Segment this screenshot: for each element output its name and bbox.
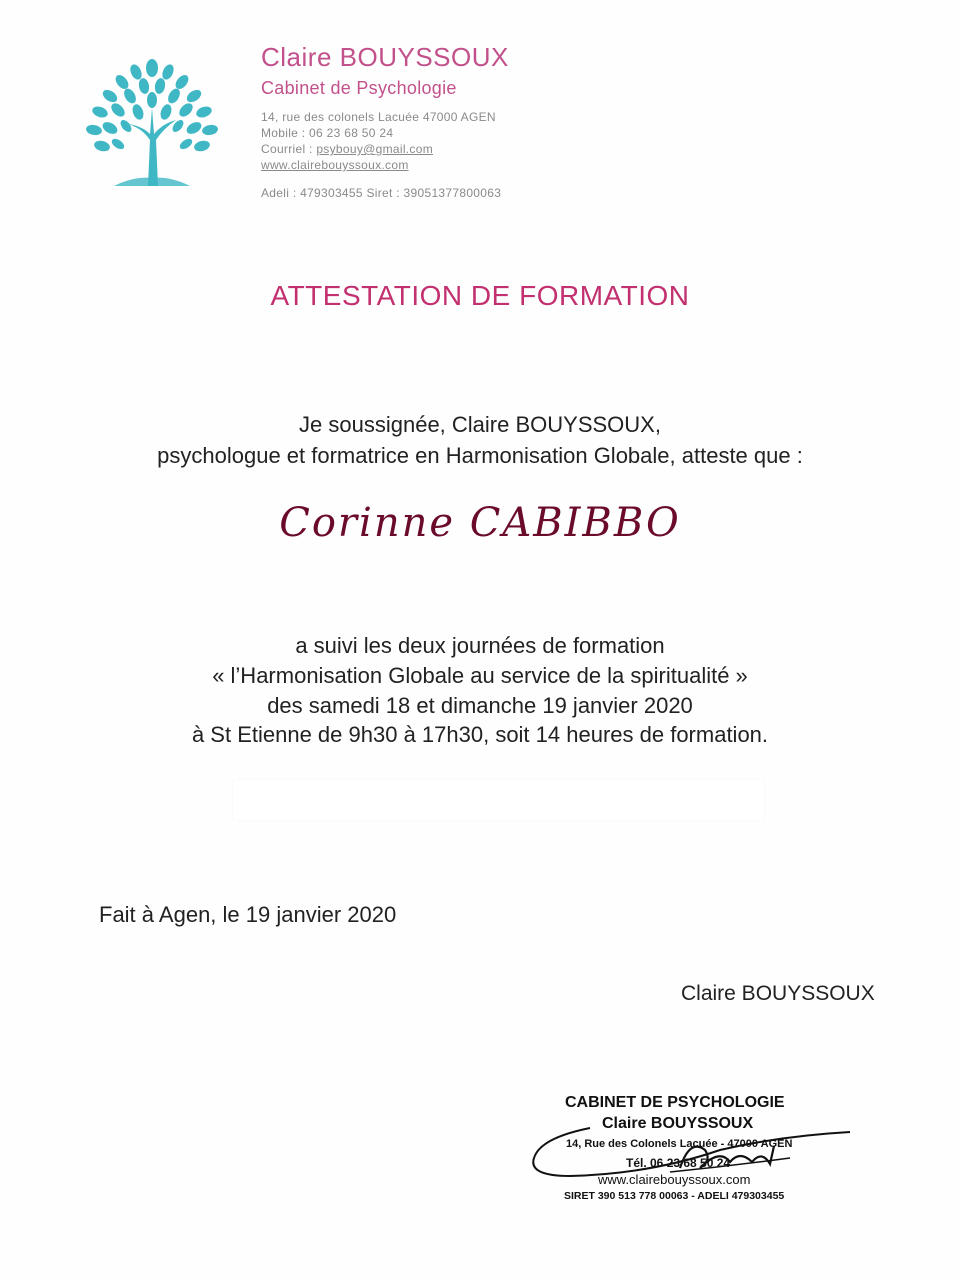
- header-subtitle: Cabinet de Psychologie: [261, 78, 457, 98]
- header-email-label: Courriel :: [261, 142, 317, 156]
- header-address: 14, rue des colonels Lacuée 47000 AGEN: [261, 110, 496, 124]
- body-line-6: à St Etienne de 9h30 à 17h30, soit 14 heures de formation.: [191, 722, 769, 747]
- header-website-link[interactable]: www.clairebouyssoux.com: [261, 158, 409, 172]
- body-line-4: « l’Harmonisation Globale au service de la spiritualité »: [212, 663, 748, 688]
- header-ids: Adeli : 479303455 Siret : 39051377800063: [261, 186, 502, 200]
- stamp-line-5: www.clairebouyssoux.com: [598, 1172, 751, 1187]
- header-mobile: Mobile : 06 23 68 50 24: [261, 126, 394, 140]
- place-date: Fait à Agen, le 19 janvier 2020: [99, 902, 397, 927]
- header-website: [261, 158, 409, 172]
- body-line-2: psychologue et formatrice en Harmonisation Globale, atteste que :: [157, 443, 803, 468]
- body-line-1: Je soussignée, Claire BOUYSSOUX,: [299, 412, 661, 437]
- document-title: ATTESTATION DE FORMATION: [270, 280, 690, 311]
- stamp-line-2: Claire BOUYSSOUX: [602, 1115, 754, 1132]
- company-stamp: [530, 1088, 860, 1213]
- body-line-5: des samedi 18 et dimanche 19 janvier 2020: [267, 693, 693, 718]
- stamp-line-3: 14, Rue des Colonels Lacuée - 47000 AGEN: [566, 1138, 793, 1150]
- redaction-block: [233, 780, 764, 820]
- signature-scribble-icon: [530, 1088, 860, 1213]
- header-email-link[interactable]: psybouy@gmail.com: [316, 142, 433, 156]
- stamp-line-6: SIRET 390 513 778 00063 - ADELI 479303455: [564, 1190, 785, 1202]
- body-line-3: a suivi les deux journées de formation: [295, 633, 665, 658]
- header-email-line: [261, 142, 433, 156]
- header-name: Claire BOUYSSOUX: [261, 42, 509, 72]
- stamp-line-4: Tél. 06 23 68 50 24: [626, 1156, 731, 1170]
- tree-logo-icon: [84, 58, 220, 190]
- signatory-name: Claire BOUYSSOUX: [681, 982, 875, 1005]
- stamp-line-1: CABINET DE PSYCHOLOGIE: [565, 1094, 785, 1111]
- handwritten-trainee-name: Corinne CABIBBO: [279, 500, 681, 546]
